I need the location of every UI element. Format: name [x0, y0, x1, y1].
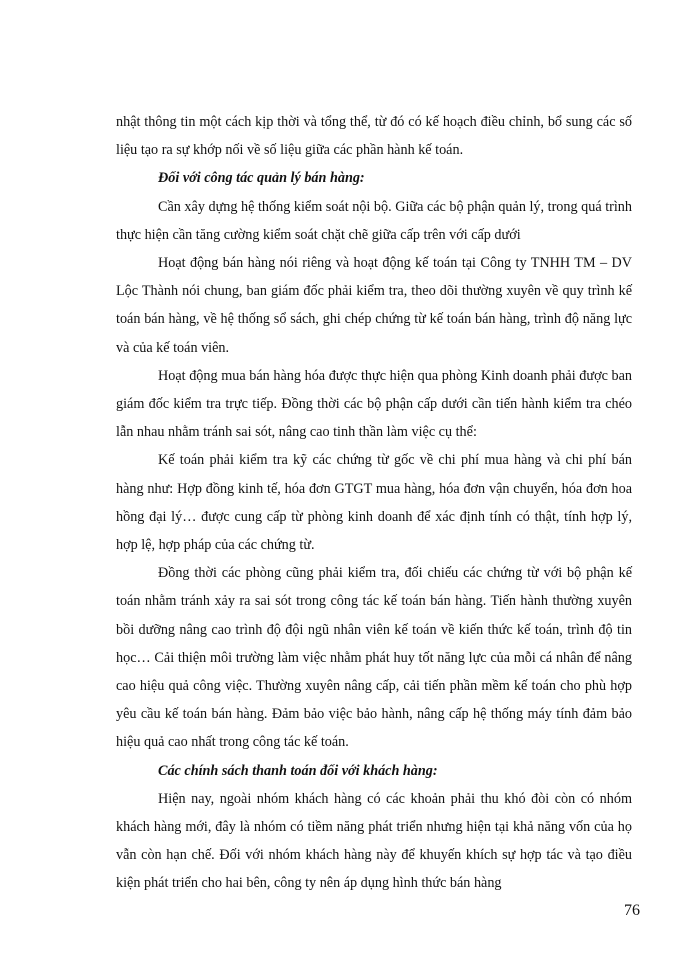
- page-number: 76: [624, 902, 640, 919]
- section-heading-sales-management: Đối với công tác quản lý bán hàng:: [158, 170, 365, 187]
- paragraph-continuation: nhật thông tin một cách kịp thời và tổng thể, từ đó có kế hoạch điều chỉnh, bổ sung các số liệu tạo ra sự khớp nối về số liệu giữa các phần hành kế toán.: [116, 114, 632, 159]
- section-heading-payment-policies: Các chính sách thanh toán đối với khách hàng:: [158, 762, 438, 779]
- paragraph: Kế toán phải kiểm tra kỹ các chứng từ gốc về chi phí mua hàng và chi phí bán hàng như: Hợp đồng kinh tế, hóa đơn GTGT mua hàng, hóa đơn vận chuyển, hóa đơn hoa hồng đại lý… được cung cấp từ phòng kinh doanh để xác định tính có thật, tính hợp lý, hợp lệ, hợp pháp của các chứng từ.: [116, 452, 632, 554]
- paragraph: Hoạt động mua bán hàng hóa được thực hiện qua phòng Kinh doanh phải được ban giám đốc kiểm tra trực tiếp. Đồng thời các bộ phận cấp dưới cần tiến hành kiểm tra chéo lẫn nhau nhằm tránh sai sót, nâng cao tinh thần làm việc cụ thể:: [116, 367, 632, 441]
- paragraph: Hiện nay, ngoài nhóm khách hàng có các khoản phải thu khó đòi còn có nhóm khách hàng mới, đây là nhóm có tiềm năng phát triển nhưng hiện tại khả năng vốn của họ vẫn còn hạn chế. Đối với nhóm khách hàng này để khuyến khích sự hợp tác và tạo điều kiện phát triển cho hai bên, công ty nên áp dụng hình thức bán hàng: [116, 790, 632, 892]
- paragraph: Cần xây dựng hệ thống kiểm soát nội bộ. Giữa các bộ phận quản lý, trong quá trình thực hiện cần tăng cường kiểm soát chặt chẽ giữa cấp trên với cấp dưới: [116, 198, 632, 243]
- paragraph: Đồng thời các phòng cũng phải kiểm tra, đối chiếu các chứng từ với bộ phận kế toán nhằm tránh xảy ra sai sót trong công tác kế toán bán hàng. Tiến hành thường xuyên bồi dưỡng nâng cao trình độ đội ngũ nhân viên kế toán về kiến thức kế toán, trình độ tin học… Cải thiện môi trường làm việc nhằm phát huy tốt năng lực của mỗi cá nhân để nâng cao hiệu quả công việc. Thường xuyên nâng cấp, cải tiến phần mềm kế toán cho phù hợp yêu cầu kế toán bán hàng. Đảm bảo việc bảo hành, nâng cấp hệ thống máy tính đảm bảo hiệu quả cao nhất trong công tác kế toán.: [116, 565, 632, 751]
- page-body: [116, 108, 632, 898]
- paragraph: Hoạt động bán hàng nói riêng và hoạt động kế toán tại Công ty TNHH TM – DV Lộc Thành nói chung, ban giám đốc phải kiểm tra, theo dõi thường xuyên về quy trình kế toán bán hàng, về hệ thống sổ sách, ghi chép chứng từ kế toán bán hàng, trình độ năng lực và của kế toán viên.: [116, 255, 632, 356]
